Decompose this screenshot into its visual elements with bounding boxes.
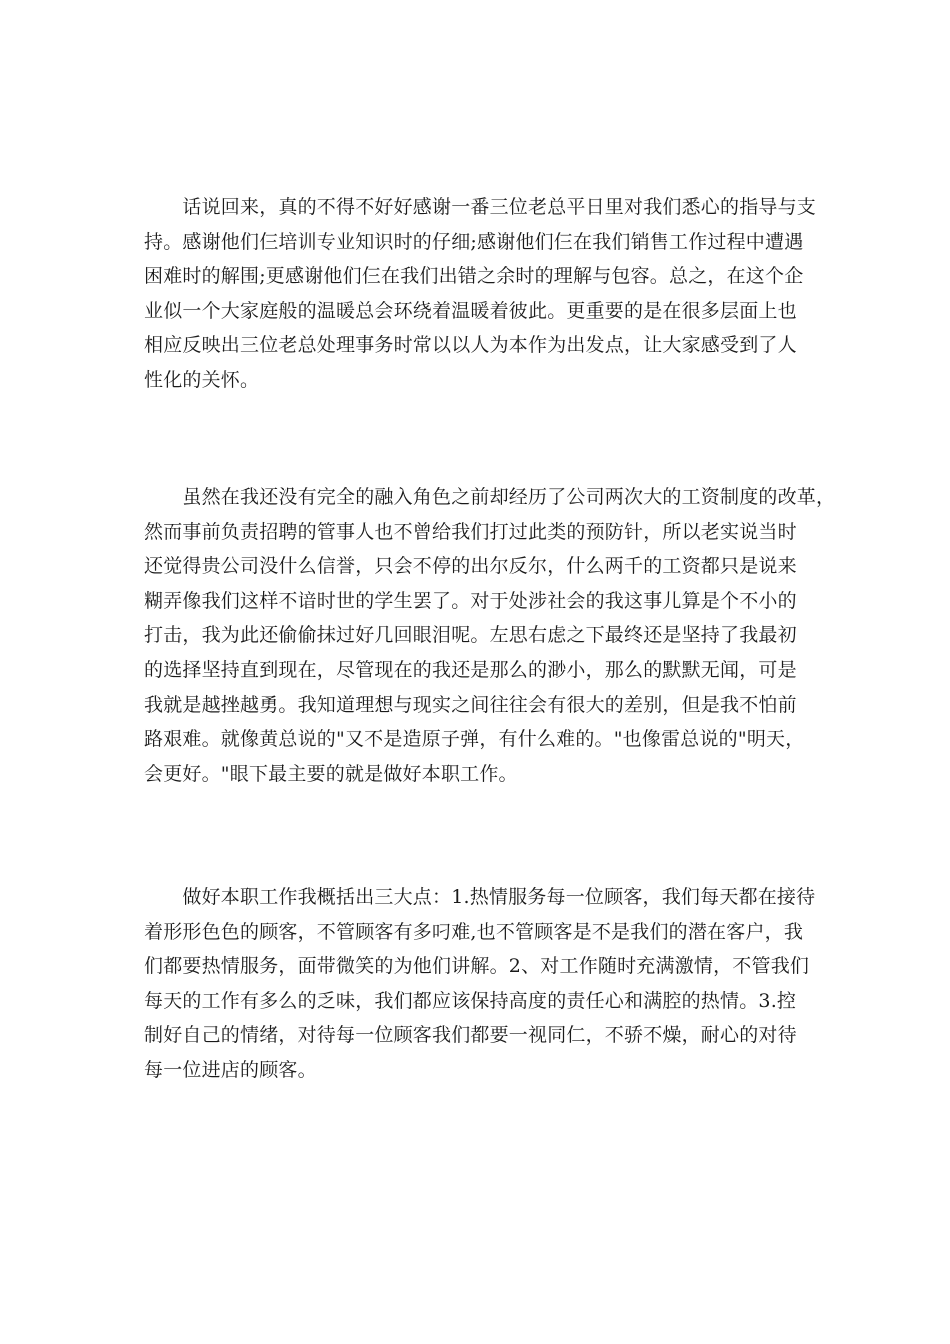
text-line: 们都要热情服务，面带微笑的为他们讲解。2、对工作随时充满激情，不管我们 bbox=[144, 955, 810, 978]
text-line: 然而事前负责招聘的管事人也不曾给我们打过此类的预防针，所以老实说当时 bbox=[144, 520, 797, 543]
text-line: 做好本职工作我概括出三大点：1.热情服务每一位顾客，我们每天都在接待 bbox=[144, 886, 816, 908]
text-line: 制好自己的情绪，对待每一位顾客我们都要一视同仁，不骄不燥，耐心的对待 bbox=[144, 1024, 797, 1047]
text-line: 困难时的解围;更感谢他们仨在我们出错之余时的理解与包容。总之，在这个企 bbox=[144, 265, 804, 288]
text-line: 业似一个大家庭般的温暖总会环绕着温暖着彼此。更重要的是在很多层面上也 bbox=[144, 299, 797, 322]
text-line: 打击，我为此还偷偷抹过好几回眼泪呢。左思右虑之下最终还是坚持了我最初 bbox=[144, 624, 797, 647]
text-line: 持。感谢他们仨培训专业知识时的仔细;感谢他们仨在我们销售工作过程中遭遇 bbox=[144, 230, 804, 253]
text-line: 话说回来，真的不得不好好感谢一番三位老总平日里对我们悉心的指导与支 bbox=[144, 196, 817, 218]
text-line: 每一位进店的顾客。 bbox=[144, 1058, 317, 1081]
text-line: 我就是越挫越勇。我知道理想与现实之间往往会有很大的差别，但是我不怕前 bbox=[144, 693, 797, 716]
text-line: 相应反映出三位老总处理事务时常以以人为本作为出发点，让大家感受到了人 bbox=[144, 334, 797, 357]
paragraph-gratitude bbox=[144, 190, 824, 398]
text-line: 还觉得贵公司没什么信誉，只会不停的出尔反尔，什么两千的工资都只是说来 bbox=[144, 555, 797, 578]
paragraph-job-duties bbox=[144, 880, 824, 1088]
text-line: 着形形色色的顾客，不管顾客有多叼难,也不管顾客是不是我们的潜在客户，我 bbox=[144, 920, 804, 943]
text-line: 会更好。"眼下最主要的就是做好本职工作。 bbox=[144, 762, 518, 785]
text-line: 路艰难。就像黄总说的"又不是造原子弹，有什么难的。"也像雷总说的"明天， bbox=[144, 728, 805, 751]
text-line: 糊弄像我们这样不谙时世的学生罢了。对于处涉社会的我这事儿算是个不小的 bbox=[144, 589, 797, 612]
text-line: 的选择坚持直到现在，尽管现在的我还是那么的渺小，那么的默默无闻，可是 bbox=[144, 658, 797, 681]
paragraph-salary-reform bbox=[144, 480, 836, 791]
text-line: 虽然在我还没有完全的融入角色之前却经历了公司两次大的工资制度的改革， bbox=[144, 486, 836, 508]
text-line: 每天的工作有多么的乏味，我们都应该保持高度的责任心和满腔的热情。3.控 bbox=[144, 989, 797, 1012]
text-line: 性化的关怀。 bbox=[144, 368, 260, 391]
